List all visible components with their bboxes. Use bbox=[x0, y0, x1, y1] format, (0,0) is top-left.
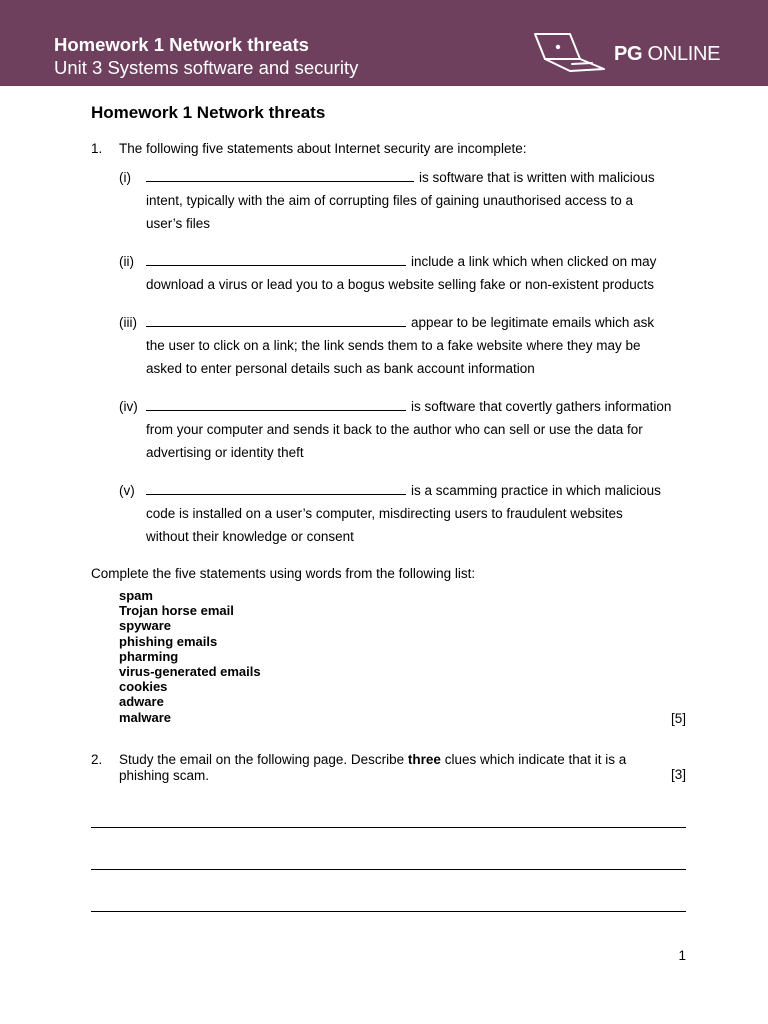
answer-blank[interactable] bbox=[146, 168, 414, 182]
question-2-emphasis: three bbox=[407, 752, 441, 767]
word-list-item: phishing emails bbox=[119, 633, 218, 649]
word-list-item: spam bbox=[119, 588, 153, 603]
statement-label-iii: (iii) bbox=[119, 315, 137, 330]
statement-i-line-2: intent, typically with the aim of corrupting files of gaining unauthorised access to a bbox=[146, 193, 634, 208]
statement-i-line-1 bbox=[146, 166, 691, 189]
question-1-instruction: Complete the five statements using words from the following list: bbox=[91, 566, 476, 581]
statement-iii-line-1 bbox=[146, 311, 691, 334]
pg-online-logo bbox=[532, 31, 732, 77]
word-list-item: cookies bbox=[119, 679, 168, 695]
question-1-marks: [5] bbox=[670, 711, 686, 726]
answer-line[interactable] bbox=[91, 827, 686, 828]
statement-ii-line-1 bbox=[146, 250, 691, 273]
header-banner bbox=[0, 0, 768, 86]
word-list-item: pharming bbox=[119, 648, 179, 664]
answer-line[interactable] bbox=[91, 869, 686, 870]
statement-iv-line-3: advertising or identity theft bbox=[146, 445, 304, 460]
answer-blank[interactable] bbox=[146, 481, 406, 495]
word-list-item: virus-generated emails bbox=[119, 664, 261, 680]
answer-blank[interactable] bbox=[146, 252, 406, 266]
statement-iii-line-3: asked to enter personal details such as bank account information bbox=[146, 361, 535, 376]
statement-v-line-2: code is installed on a user’s computer, misdirecting users to fraudulent websites bbox=[146, 506, 623, 521]
statement-iii-line-2: the user to click on a link; the link sends them to a fake website where they may be bbox=[146, 338, 641, 353]
question-2-text-end: clues which indicate that it is a bbox=[440, 752, 627, 767]
statement-iv-line-1 bbox=[146, 395, 691, 418]
question-2-number: 2. bbox=[91, 752, 103, 767]
statement-iv-line-2: from your computer and sends it back to the author who can sell or use the data for bbox=[146, 422, 643, 437]
statement-label-i: (i) bbox=[119, 170, 131, 185]
question-2-marks: [3] bbox=[670, 767, 686, 782]
answer-line[interactable] bbox=[91, 911, 686, 912]
statement-label-iv: (iv) bbox=[119, 399, 138, 414]
statement-text: is a scamming practice in which malicious bbox=[411, 483, 661, 498]
word-list-item: adware bbox=[119, 694, 164, 710]
statement-i-line-3: user’s files bbox=[146, 216, 211, 231]
page-number: 1 bbox=[678, 948, 686, 963]
question-2-text-start: Study the email on the following page. Describe bbox=[119, 752, 408, 767]
word-list bbox=[119, 588, 261, 725]
laptop-icon bbox=[532, 31, 608, 77]
question-2-text-line-2: phishing scam. bbox=[119, 768, 210, 783]
answer-blank[interactable] bbox=[146, 313, 406, 327]
statement-label-ii: (ii) bbox=[119, 254, 134, 269]
question-1-number: 1. bbox=[91, 141, 103, 156]
statement-ii-line-2: download a virus or lead you to a bogus website selling fake or non-existent products bbox=[146, 277, 655, 292]
statement-v-line-3: without their knowledge or consent bbox=[146, 529, 354, 544]
page-title: Homework 1 Network threats bbox=[91, 103, 326, 122]
header-title: Homework 1 Network threats bbox=[54, 34, 309, 55]
statement-label-v: (v) bbox=[119, 483, 135, 498]
word-list-item: spyware bbox=[119, 618, 172, 634]
logo-wordmark bbox=[614, 42, 720, 66]
statement-text: appear to be legitimate emails which ask bbox=[411, 315, 655, 330]
logo-bold-text: PG bbox=[614, 43, 643, 65]
word-list-item: malware bbox=[119, 709, 172, 725]
header-subtitle: Unit 3 Systems software and security bbox=[54, 57, 359, 78]
question-1-intro: The following five statements about Internet security are incomplete: bbox=[119, 141, 527, 156]
statement-text: is software that is written with malicious bbox=[419, 170, 655, 185]
statement-text: include a link which when clicked on may bbox=[411, 254, 657, 269]
word-list-item: Trojan horse email bbox=[119, 603, 234, 619]
logo-text: ONLINE bbox=[642, 43, 721, 65]
statement-v-line-1 bbox=[146, 479, 691, 502]
statement-text: is software that covertly gathers information bbox=[411, 399, 672, 414]
answer-blank[interactable] bbox=[146, 397, 406, 411]
